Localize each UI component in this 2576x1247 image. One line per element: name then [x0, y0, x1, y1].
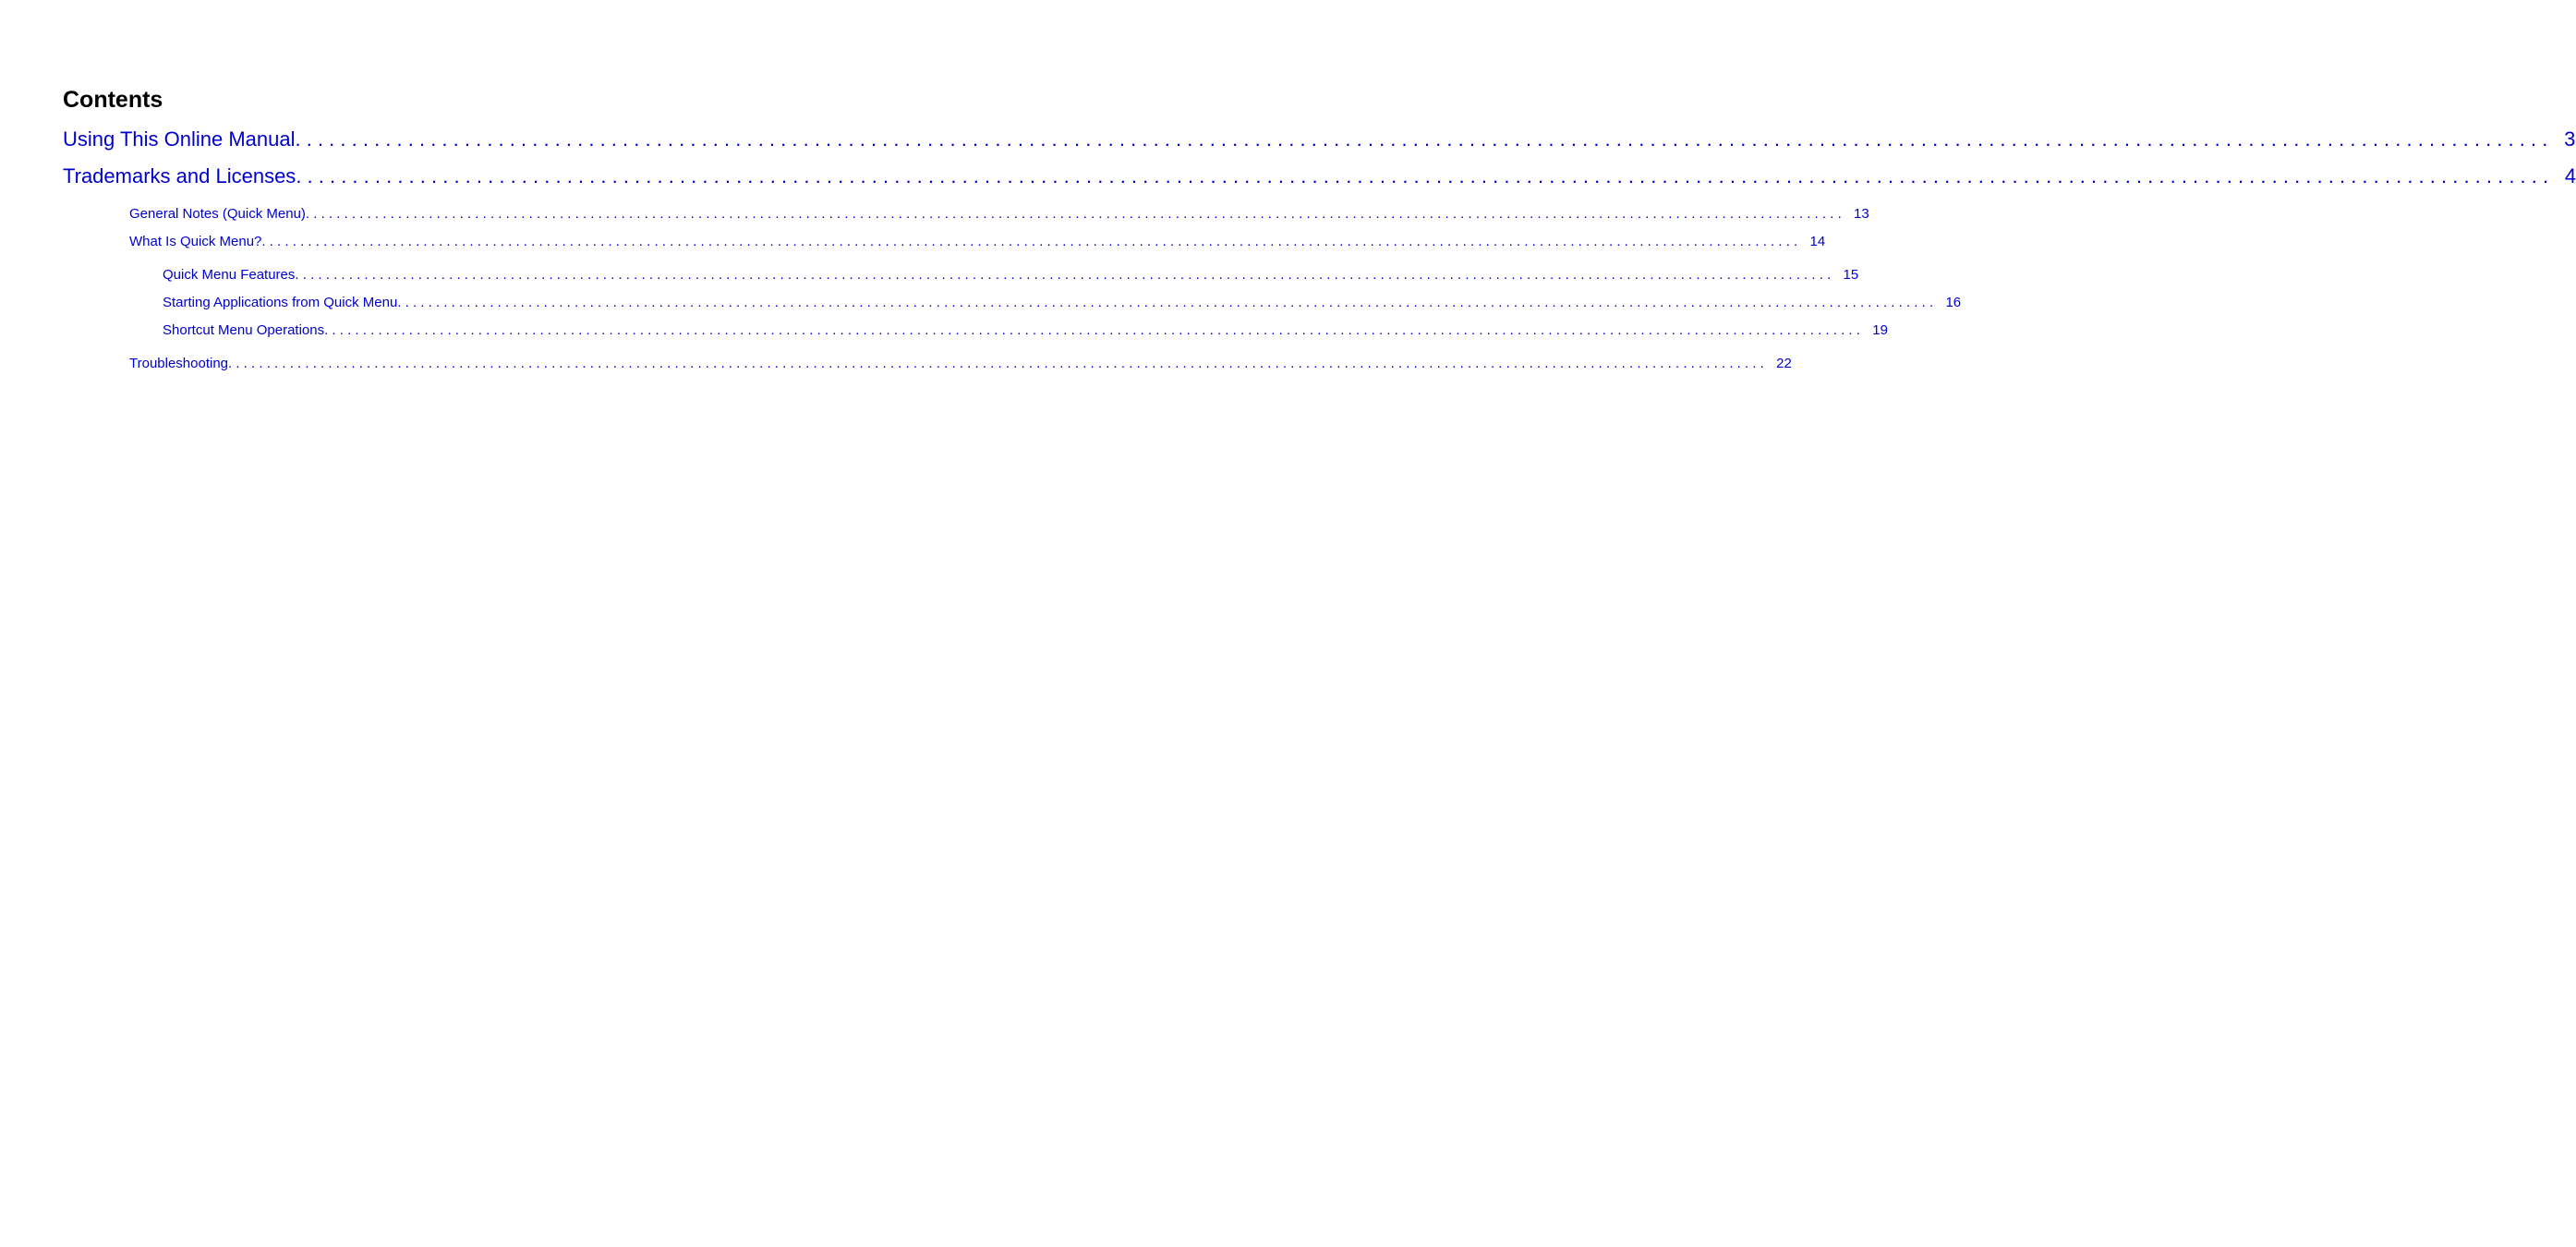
toc-entry-using-this-online-manual[interactable]	[63, 127, 2576, 152]
toc-entry-starting-applications[interactable]	[163, 294, 1962, 312]
toc-entry-page-number: 13	[1854, 206, 1869, 222]
toc-entry-page-number: 22	[1776, 356, 1792, 371]
dot-leader: . . . . . . . . . . . . . . . . . . . . . . . . . . . . . . . . . . . . . . . . . . . . . . . . . . . . . . . . . . . . . . . . . . . . . . . . . . . . . . . . . . . . . . . . . . . . . . . . . . . . . . . . . . . . . . . . . . . . . . . . . . . . . . . . . . . . . . . . . . . . . . . . . . . . . . . . . . . . . . . . . . . . . . . . . . . . . . . . . . . . . . . . . . . . . . . . . . . . . . . .	[295, 127, 2548, 151]
toc-entry-page-number: 14	[1809, 234, 1826, 249]
dot-leader: . . . . . . . . . . . . . . . . . . . . . . . . . . . . . . . . . . . . . . . . . . . . . . . . . . . . . . . . . . . . . . . . . . . . . . . . . . . . . . . . . . . . . . . . . . . . . . . . . . . . . . . . . . . . . . . . . . . . . . . . . . . . . . . . . . . . . . . . . . . . . . . . . . . . . . . . . . . . . . . . . . . . . . . . . . . . . . . . . . . . . . . . . . . . . . . . . . . . . . . .	[397, 295, 1934, 310]
toc-entry-label: General Notes (Quick Menu)	[129, 206, 306, 222]
toc-entry-troubleshooting[interactable]	[129, 355, 1792, 373]
toc-entry-shortcut-menu-operations[interactable]	[163, 321, 1888, 340]
page-title: Contents	[63, 87, 163, 113]
toc-entry-label: Troubleshooting	[129, 356, 229, 371]
toc-entry-label: Starting Applications from Quick Menu	[163, 295, 398, 310]
toc-entry-label: Quick Menu Features	[163, 267, 296, 283]
toc-entry-label: What Is Quick Menu?	[129, 234, 262, 249]
toc-entry-page-number: 19	[1872, 322, 1888, 338]
toc-entry-what-is-quick-menu[interactable]	[129, 233, 1826, 251]
dot-leader: . . . . . . . . . . . . . . . . . . . . . . . . . . . . . . . . . . . . . . . . . . . . . . . . . . . . . . . . . . . . . . . . . . . . . . . . . . . . . . . . . . . . . . . . . . . . . . . . . . . . . . . . . . . . . . . . . . . . . . . . . . . . . . . . . . . . . . . . . . . . . . . . . . . . . . . . . . . . . . . . . . . . . . . . . . . . . . . . . . . . . . . . . . . . . . . . . . . . . . . .	[228, 356, 1764, 371]
dot-leader: . . . . . . . . . . . . . . . . . . . . . . . . . . . . . . . . . . . . . . . . . . . . . . . . . . . . . . . . . . . . . . . . . . . . . . . . . . . . . . . . . . . . . . . . . . . . . . . . . . . . . . . . . . . . . . . . . . . . . . . . . . . . . . . . . . . . . . . . . . . . . . . . . . . . . . . . . . . . . . . . . . . . . . . . . . . . . . . . . . . . . . . . . . . . . . . . . . . . . . . .	[295, 267, 1832, 283]
toc-entry-page-number: 16	[1945, 295, 1962, 310]
toc-entry-page-number: 3	[2564, 127, 2576, 151]
toc-entry-label: Shortcut Menu Operations	[163, 322, 325, 338]
dot-leader: . . . . . . . . . . . . . . . . . . . . . . . . . . . . . . . . . . . . . . . . . . . . . . . . . . . . . . . . . . . . . . . . . . . . . . . . . . . . . . . . . . . . . . . . . . . . . . . . . . . . . . . . . . . . . . . . . . . . . . . . . . . . . . . . . . . . . . . . . . . . . . . . . . . . . . . . . . . . . . . . . . . . . . . . . . . . . . . . . . . . . . . . . . . . . . . . . . . . . . . .	[296, 164, 2549, 188]
toc-entry-page-number: 15	[1843, 267, 1859, 283]
dot-leader: . . . . . . . . . . . . . . . . . . . . . . . . . . . . . . . . . . . . . . . . . . . . . . . . . . . . . . . . . . . . . . . . . . . . . . . . . . . . . . . . . . . . . . . . . . . . . . . . . . . . . . . . . . . . . . . . . . . . . . . . . . . . . . . . . . . . . . . . . . . . . . . . . . . . . . . . . . . . . . . . . . . . . . . . . . . . . . . . . . . . . . . . . . . . . . . . . . . . . . . .	[324, 322, 1860, 338]
dot-leader: . . . . . . . . . . . . . . . . . . . . . . . . . . . . . . . . . . . . . . . . . . . . . . . . . . . . . . . . . . . . . . . . . . . . . . . . . . . . . . . . . . . . . . . . . . . . . . . . . . . . . . . . . . . . . . . . . . . . . . . . . . . . . . . . . . . . . . . . . . . . . . . . . . . . . . . . . . . . . . . . . . . . . . . . . . . . . . . . . . . . . . . . . . . . . . . . . . . . . . . .	[261, 234, 1798, 249]
toc-entry-label: Trademarks and Licenses	[63, 164, 296, 188]
toc-entry-general-notes[interactable]	[129, 205, 1869, 224]
toc-entry-trademarks-and-licenses[interactable]	[63, 163, 2576, 189]
toc-entry-quick-menu-features[interactable]	[163, 266, 1859, 285]
toc-entry-label: Using This Online Manual	[63, 127, 296, 151]
dot-leader: . . . . . . . . . . . . . . . . . . . . . . . . . . . . . . . . . . . . . . . . . . . . . . . . . . . . . . . . . . . . . . . . . . . . . . . . . . . . . . . . . . . . . . . . . . . . . . . . . . . . . . . . . . . . . . . . . . . . . . . . . . . . . . . . . . . . . . . . . . . . . . . . . . . . . . . . . . . . . . . . . . . . . . . . . . . . . . . . . . . . . . . . . . . . . . . . . . . . . . . .	[305, 206, 1842, 222]
toc-entry-page-number: 4	[2564, 164, 2576, 188]
